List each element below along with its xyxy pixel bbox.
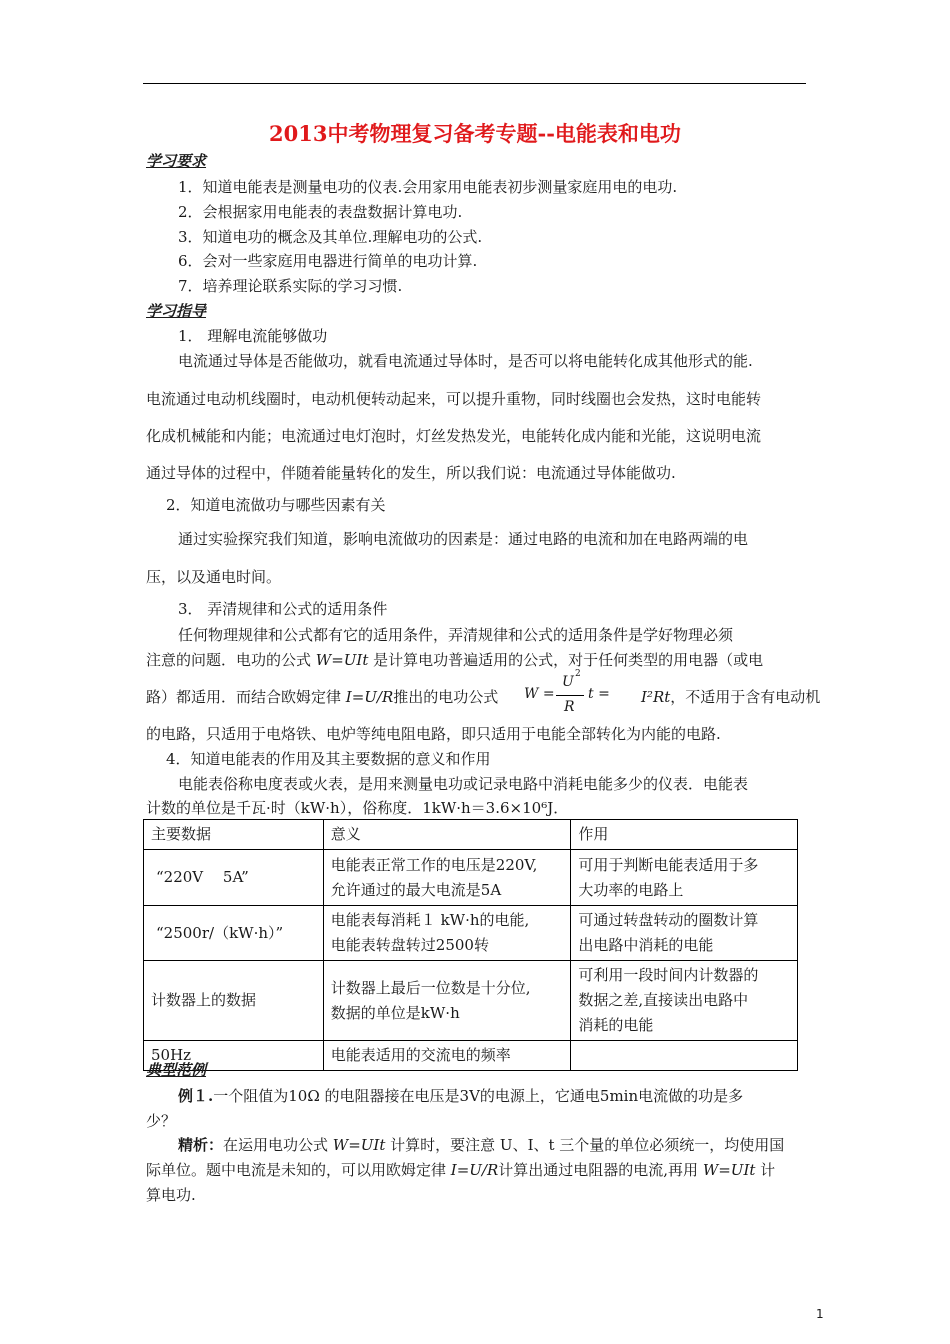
paragraph-line <box>146 686 498 707</box>
table-cell: “2500r/（kW·h）” <box>144 906 324 961</box>
table-cell: 电能表每消耗１ kW·h的电能, 电能表转盘转过2500转 <box>323 906 571 961</box>
table-cell <box>571 1041 798 1071</box>
page-number: 1 <box>816 1307 824 1321</box>
paragraph-line <box>641 686 820 707</box>
example-line: 少？ <box>146 1112 177 1130</box>
paragraph-line: 电流通过导体是否能做功，就看电流通过导体时，是否可以将电能转化成其他形式的能. <box>178 352 753 370</box>
meter-data-table <box>143 819 798 1071</box>
example-line <box>178 1085 743 1106</box>
table-row <box>144 1041 798 1071</box>
paragraph-line: 通过实验探究我们知道，影响电流做功的因素是：通过电路的电流和加在电路两端的电 <box>178 530 749 548</box>
paragraph-line: 计数的单位是千瓦·时（kW·h），俗称度．1kW·h＝3.6×10⁶J． <box>146 799 569 817</box>
analysis-label: 精析： <box>178 1136 224 1154</box>
text-run: 是计算电功普遍适用的公式，对于任何类型的用电器（或电 <box>368 651 764 669</box>
formula-fraction <box>524 669 644 720</box>
formula-ohm: I=U/R <box>345 688 394 706</box>
guidance-subtitle: 1． 理解电流能够做功 <box>178 327 328 345</box>
table-cell: 可利用一段时间内计数器的 数据之差,直接读出电路中 消耗的电能 <box>571 961 798 1041</box>
table-cell: 可通过转盘转动的圈数计算 出电路中消耗的电能 <box>571 906 798 961</box>
text-run: 计 <box>755 1161 776 1179</box>
requirement-item: 6．会对一些家庭用电器进行简单的电功计算. <box>178 252 478 270</box>
table-cell: “220V 5A” <box>144 850 324 906</box>
requirement-item: 7．培养理论联系实际的学习习惯. <box>178 277 403 295</box>
guidance-subtitle: 3． 弄清规律和公式的适用条件 <box>178 600 388 618</box>
analysis-line <box>146 1159 775 1180</box>
header-rule <box>143 83 806 84</box>
table-cell: 计数器上最后一位数是十分位, 数据的单位是kW·h <box>323 961 571 1041</box>
formula-numerator: U <box>562 674 574 690</box>
section-heading-guidance: 学习指导 <box>146 302 207 320</box>
table-row <box>144 906 798 961</box>
table-cell: 计数器上的数据 <box>144 961 324 1041</box>
requirement-item: 3．知道电功的概念及其单位.理解电功的公式. <box>178 228 483 246</box>
table-header-cell: 作用 <box>571 820 798 850</box>
text-run: 际单位。题中电流是未知的，可以用欧姆定律 <box>146 1161 451 1179</box>
table-cell: 电能表正常工作的电压是220V, 允许通过的最大电流是5A <box>323 850 571 906</box>
table-header-cell: 主要数据 <box>144 820 324 850</box>
table-header-row <box>144 820 798 850</box>
text-run: ，不适用于含有电动机 <box>670 688 821 706</box>
text-run: 路）都适用．而结合欧姆定律 <box>146 688 346 706</box>
table-row <box>144 850 798 906</box>
paragraph-line: 电流通过电动机线圈时，电动机便转动起来，可以提升重物，同时线圈也会发热，这时电能转 <box>146 390 762 408</box>
table-header-cell: 意义 <box>323 820 571 850</box>
text-run: 计算出通过电阻器的电流,再用 <box>498 1161 703 1179</box>
table-cell: 50Hz <box>144 1041 324 1071</box>
formula-exponent: 2 <box>575 669 581 679</box>
paragraph-line: 通过导体的过程中，伴随着能量转化的发生，所以我们说：电流通过导体能做功. <box>146 464 676 482</box>
paragraph-line <box>146 649 763 670</box>
formula-i2rt: I²Rt <box>641 688 671 706</box>
analysis-line <box>178 1134 784 1155</box>
formula-denominator: R <box>564 699 575 715</box>
requirement-item: 2．会根据家用电能表的表盘数据计算电功. <box>178 203 463 221</box>
formula-w-uit: W=UIt <box>702 1161 756 1179</box>
text-run: 计算时，要注意 U、I、t 三个量的单位必须统一，均使用国 <box>385 1136 785 1154</box>
formula-w-uit: W=UIt <box>315 651 369 669</box>
table-row <box>144 961 798 1041</box>
formula-w-uit: W=UIt <box>332 1136 386 1154</box>
table-cell: 可用于判断电能表适用于多 大功率的电路上 <box>571 850 798 906</box>
paragraph-line: 任何物理规律和公式都有它的适用条件，弄清规律和公式的适用条件是学好物理必须 <box>178 626 734 644</box>
requirement-item: 1．知道电能表是测量电功的仪表.会用家用电能表初步测量家庭用电的电功. <box>178 178 678 196</box>
text-run: 在运用电功公式 <box>223 1136 333 1154</box>
guidance-subtitle: 2．知道电流做功与哪些因素有关 <box>166 496 386 514</box>
paragraph-line: 的电路，只适用于电烙铁、电炉等纯电阻电路，即只适用于电能全部转化为内能的电路. <box>146 725 721 743</box>
paragraph-line: 压，以及通电时间。 <box>146 568 282 586</box>
analysis-line: 算电功. <box>146 1186 196 1204</box>
page-title: 2013中考物理复习备考专题--电能表和电功 <box>269 121 681 146</box>
fraction-bar <box>556 695 584 696</box>
section-heading-examples: 典型范例 <box>146 1061 207 1079</box>
section-heading-requirements: 学习要求 <box>146 152 207 170</box>
formula-t: t = <box>588 686 610 702</box>
table-cell: 电能表适用的交流电的频率 <box>323 1041 571 1071</box>
formula-ohm: I=U/R <box>450 1161 499 1179</box>
paragraph-line: 化成机械能和内能；电流通过电灯泡时，灯丝发热发光，电能转化成内能和光能，这说明电流 <box>146 427 762 445</box>
paragraph-line: 电能表俗称电度表或火表，是用来测量电功或记录电路中消耗电能多少的仪表．电能表 <box>178 775 749 793</box>
guidance-subtitle: 4．知道电能表的作用及其主要数据的意义和作用 <box>166 750 491 768</box>
example-label: 例１. <box>178 1087 214 1105</box>
formula-lhs: W = <box>524 686 555 702</box>
text-run: 注意的问题．电功的公式 <box>146 651 316 669</box>
text-run: 一个阻值为10Ω 的电阻器接在电压是3V的电源上，它通电5min电流做的功是多 <box>213 1087 744 1105</box>
text-run: 推出的电功公式 <box>393 688 499 706</box>
